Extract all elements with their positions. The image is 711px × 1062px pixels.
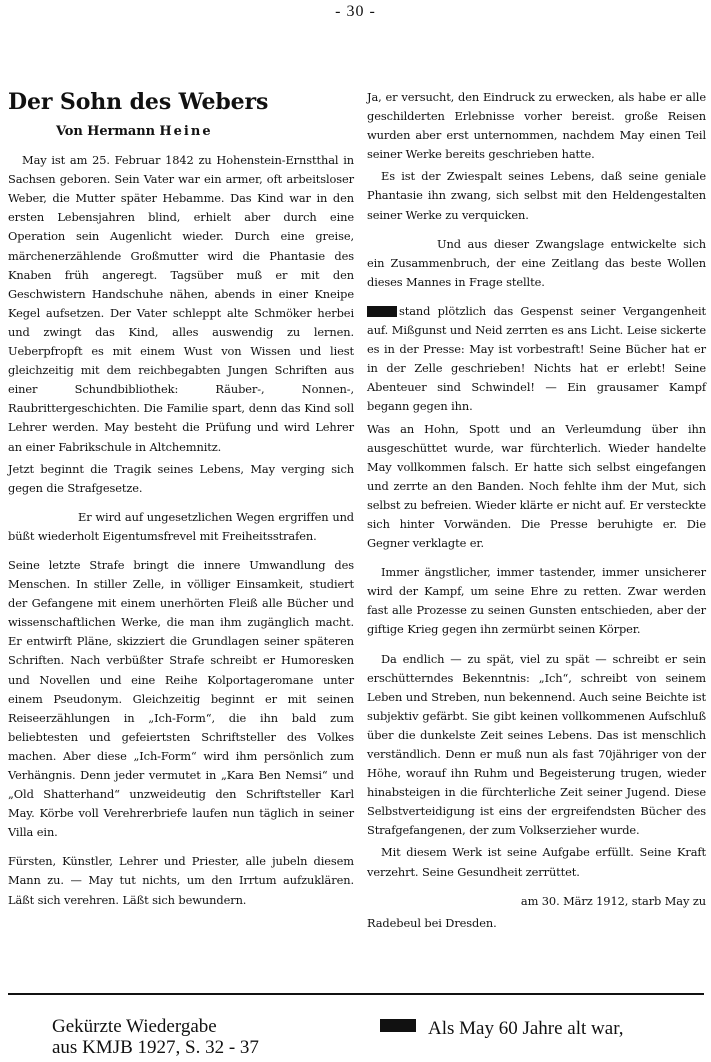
footer-source	[52, 1016, 352, 1058]
footer-divider	[8, 993, 704, 995]
byline	[56, 122, 354, 141]
byline-prefix: Von Hermann	[56, 124, 155, 139]
footer-source-line-2: aus KMJB 1927, S. 32 - 37	[52, 1037, 259, 1058]
paragraph-conflict: Es ist der Zwiespalt seines Lebens, daß seine geniale Phantasie ihn zwang, sich selbst mit den Heldengestalten seiner Werke zu verquicken.	[367, 169, 706, 222]
paragraph-collapse: Und aus dieser Zwangslage entwickelte sich ein Zusammenbruch, der eine Zeitlang das beste Wollen dieses Mannes in Frage stellte.	[367, 236, 706, 289]
left-column	[8, 88, 354, 913]
paragraph-death-place: Radebeul bei Dresden.	[367, 915, 497, 930]
byline-surname: Heine	[159, 124, 213, 139]
paragraph-travels: Ja, er versucht, den Eindruck zu erwecken, als habe er alle geschilderten Erlebnisse vorher bereist. große Reisen wurden aber erst unternommen, nachdem May einen Teil seiner Werke bereits geschrieben hatte.	[367, 90, 706, 162]
paragraph-struggle: Immer ängstlicher, immer tastender, immer unsicherer wird der Kampf, um seine Ehre zu retten. Zwar werden fast alle Prozesse zu seinen Gunsten entschieden, aber der giftige Krieg gegen ihn zermürbt seinen Körper.	[367, 565, 706, 637]
footer-note	[380, 1018, 624, 1040]
paragraph-tragedy: Jetzt beginnt die Tragik seines Lebens, May verging sich gegen die Strafgesetze.	[8, 461, 354, 495]
article-title: Der Sohn des Webers	[8, 89, 269, 115]
paragraph-past-text: stand plötzlich das Gespenst seiner Vergangenheit auf. Mißgunst und Neid zerrten es ans Licht. Leise sickerte es in der Presse: May ist vorbestraft! Seine Bücher hat er in der Zelle geschrieben! Nichts hat er erlebt! Seine Abenteuer sind Schwindel! — Ein grausamer Kampf begann gegen ihn.	[367, 303, 706, 414]
right-column	[367, 88, 706, 936]
page-number: - 30 -	[335, 3, 376, 20]
paragraph-confession: Da endlich — zu spät, viel zu spät — schreibt er sein erschütterndes Bekenntnis: „Ich“, schreibt von seinem Leben und Streben, nun bekennend. Auch seine Beichte ist subjektiv gefärbt. Sie gibt keinen vollkommenen Aufschluß über die dunkelste Zeit seines Lebens. Das ist menschlich verständlich. Denn er muß nun als fast 70jähriger von der Höhe, worauf ihn Ruhm und Begeisterung trugen, wieder hinabsteigen in die fürchterliche Zeit seiner Jugend. Diese Selbstverteidigung ist eins der ergreifendsten Bücher des Strafgefangenen, der zum Volkserzieher wurde.	[367, 651, 706, 838]
paragraph-transformation: Seine letzte Strafe bringt die innere Umwandlung des Menschen. In stiller Zelle, in völliger Einsamkeit, studiert der Gefangene mit einem unerhörten Fleiß alle Bücher und wissenschaftlichen Werke, die man ihm zugänglich macht. Er entwirft Pläne, skizziert die Grundlagen seiner späteren Schriften. Nach verbüßter Strafe schreibt er Humoresken und Novellen und eine Reihe Kolportageromane unter einem Pseudonym. Gleichzeitig beginnt er mit seinen Reiseerzählungen in „Ich-Form“, die ihn bald zum beliebtesten und gefeiertsten Schriftsteller des Volkes machen. Aber diese „Ich-Form“ wird ihm persönlich zum Verhängnis. Denn jeder vermutet in „Kara Ben Nemsi“ und „Old Shatterhand“ unzweideutig den Schriftsteller Karl May. Körbe voll Verehrerbriefe laufen nun täglich in seiner Villa ein.	[8, 557, 354, 840]
footer-redaction-block	[380, 1019, 416, 1032]
paragraph-past	[367, 302, 706, 417]
paragraph-fulfilled: Mit diesem Werk ist seine Aufgabe erfüllt. Seine Kraft verzehrt. Seine Gesundheit zerrüttet.	[367, 845, 706, 879]
paragraph-birth: May ist am 25. Februar 1842 zu Hohenstein-Ernstthal in Sachsen geboren. Sein Vater war ein armer, oft arbeitsloser Weber, die Mutter später Hebamme. Das Kind war in den ersten Lebensjahren blind, erhielt aber durch eine Operation sein Augenlicht wieder. Durch eine greise, märchenerzählende Großmutter wird die Phantasie des Knaben früh angeregt. Tagsüber muß er mit den Geschwistern Handschuhe nähen, abends in einer Kneipe Kegel aufsetzen. Der Vater schleppt alte Schmöker herbei und zwingt das Kind, alles auswendig zu lernen. Ueberpfropft es mit einem Wust von Wissen und liest gleichzeitig mit dem reichbegabten Jungen Schriften aus einer Schundbibliothek: Räuber-, Nonnen-, Raubrittergeschichten. Die Familie spart, denn das Kind soll Lehrer werden. May besteht die Prüfung und wird Lehrer an einer Fabrikschule in Altchemnitz.	[8, 153, 354, 454]
paragraph-admirers: Fürsten, Künstler, Lehrer und Priester, alle jubeln diesem Mann zu. — May tut nichts, um den Irrtum aufzuklären. Läßt sich verehren. Läßt sich bewundern.	[8, 854, 354, 907]
redaction-block	[367, 306, 397, 317]
footer-note-text: Als May 60 Jahre alt war,	[428, 1018, 624, 1039]
paragraph-death-date: am 30. März 1912, starb May zu	[520, 893, 706, 908]
footer-source-line-1: Gekürzte Wiedergabe	[52, 1016, 217, 1037]
paragraph-slander: Was an Hohn, Spott und an Verleumdung über ihn ausgeschüttet wurde, war fürchterlich. Wieder handelte May vollkommen falsch. Er hatte sich selbst eingefangen und zerrte an den Banden. Noch fehlte ihm der Mut, sich selbst zu befreien. Wieder klärte er nicht auf. Er versteckte sich hinter Vorwänden. Die Presse beruhigte er. Die Gegner verklagte er.	[367, 421, 706, 551]
paragraph-arrest: Er wird auf ungesetzlichen Wegen ergriffen und büßt wiederholt Eigentumsfrevel mit Freiheitsstrafen.	[8, 509, 354, 543]
